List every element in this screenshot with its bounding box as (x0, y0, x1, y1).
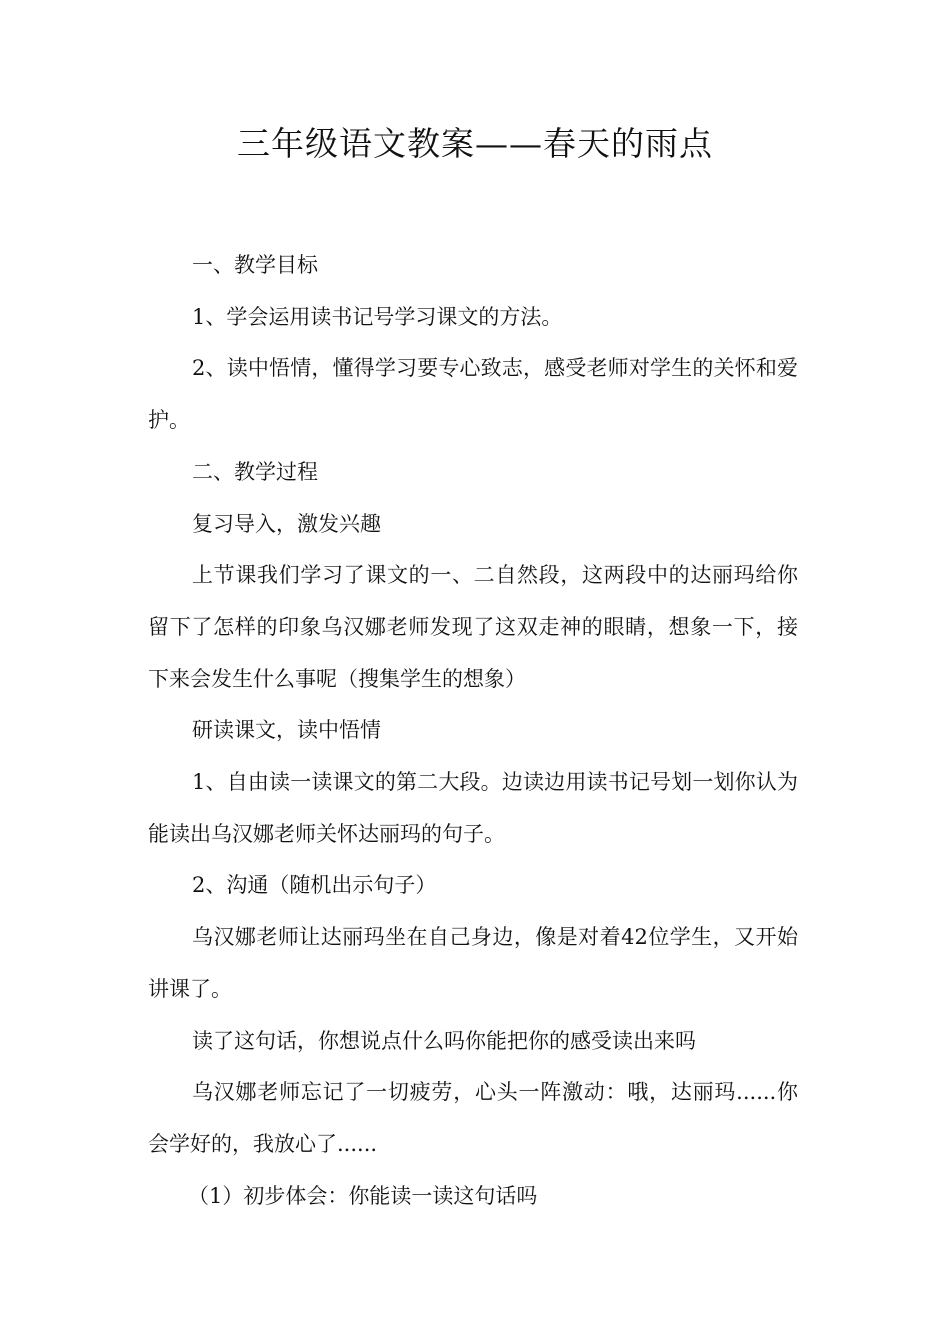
document-body (148, 240, 798, 1222)
sub-step-1: （1）初步体会：你能读一读这句话吗 (188, 1183, 538, 1208)
goal-item-1: 1、学会运用读书记号学习课文的方法。 (192, 304, 563, 329)
subheading-review: 复习导入，激发兴趣 (192, 511, 381, 536)
section-heading-goals: 一、教学目标 (192, 253, 318, 277)
question-paragraph: 读了这句话，你想说点什么吗你能把你的感受读出来吗 (192, 1028, 696, 1053)
review-paragraph: 上节课我们学习了课文的一、二自然段，这两段中的达丽玛给你留下了怎样的印象乌汉娜老师发现了这双走神的眼睛，想象一下，接下来会发生什么事呢（搜集学生的想象） (148, 563, 798, 691)
document-title: 三年级语文教案——春天的雨点 (237, 124, 713, 163)
study-item-2: 2、沟通（随机出示句子） (192, 873, 437, 898)
section-heading-process: 二、教学过程 (192, 459, 318, 484)
goal-item-2: 2、读中悟情，懂得学习要专心致志，感受老师对学生的关怀和爱护。 (148, 356, 798, 433)
study-item-1: 1、自由读一读课文的第二大段。边读边用读书记号划一划你认为能读出乌汉娜老师关怀达丽玛的句子。 (148, 770, 798, 846)
quote-sentence-2: 乌汉娜老师忘记了一切疲劳，心头一阵激动：哦，达丽玛......你会学好的，我放心了...... (148, 1080, 798, 1156)
quote-sentence-1: 乌汉娜老师让达丽玛坐在自己身边，像是对着42位学生，又开始讲课了。 (148, 925, 798, 1001)
subheading-study: 研读课文，读中悟情 (192, 718, 381, 743)
